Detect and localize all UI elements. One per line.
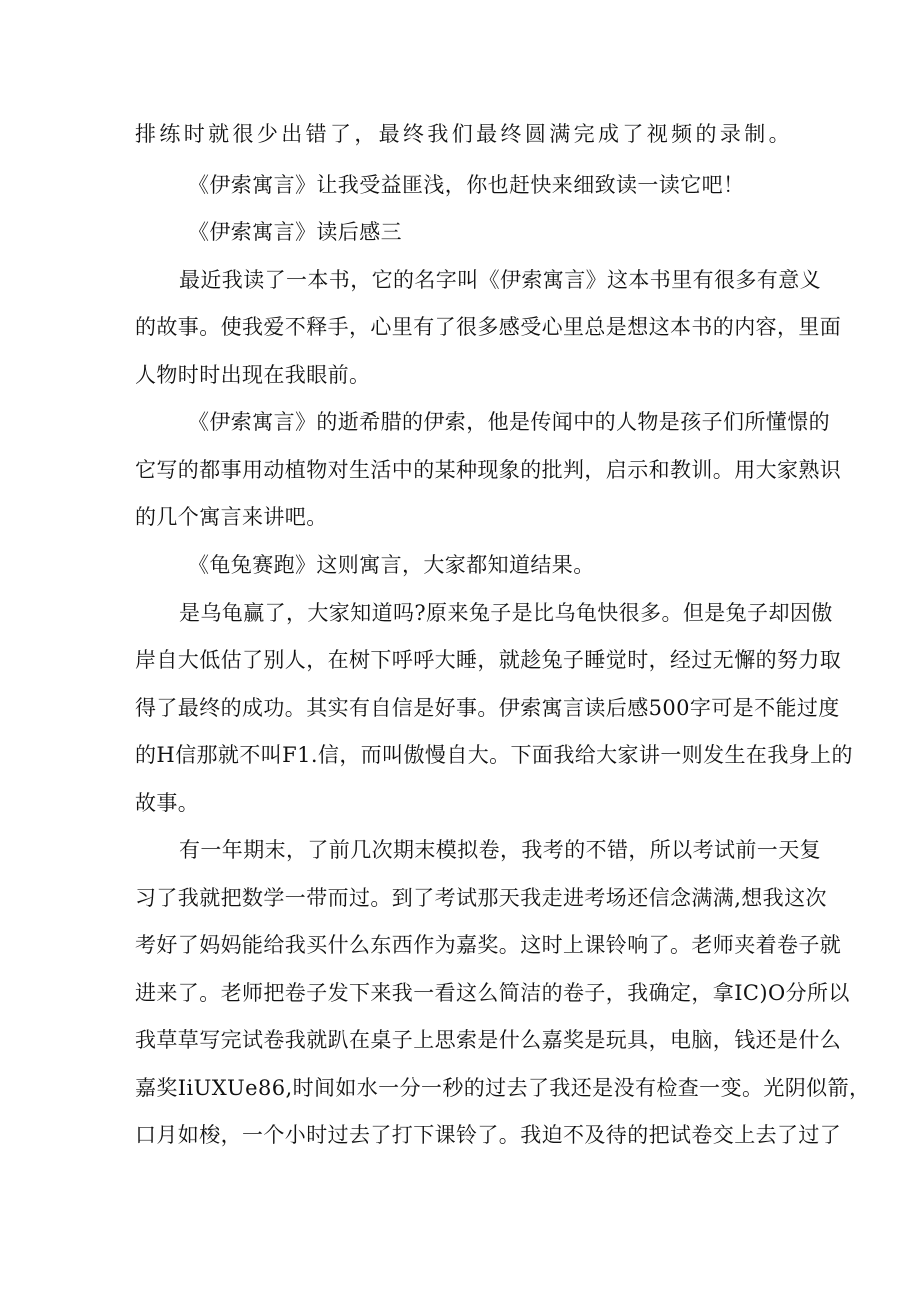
text-line: 的故事。使我爱不释手，心里有了很多感受心里总是想这本书的内容，里面 [135,315,842,339]
text-line: 《伊索寓言》让我受益匪浅，你也赶快来细致读一读它吧！ [188,173,745,197]
text-line: 岸自大低估了别人，在树下呼呼大睡，就趁兔子睡觉时，经过无懈的努力取 [135,648,842,672]
text-line: 得了最终的成功。其实有自信是好事。伊索寓言读后感500字可是不能过度 [135,696,840,720]
text-line: 《伊索寓言》的逝希腊的伊索，他是传闻中的人物是孩子们所懂憬的 [188,410,830,434]
text-line: 是乌龟赢了，大家知道吗?原来兔子是比乌龟快很多。但是兔子却因傲 [179,601,833,625]
text-line: 排练时就很少出错了，最终我们最终圆满完成了视频的录制。 [135,122,790,146]
text-line: 口月如梭，一个小时过去了打下课铃了。我迫不及待的把试卷交上去了过了 [135,1123,842,1147]
text-line: 考好了妈妈能给我买什么东西作为嘉奖。这时上课铃响了。老师夹着卷子就 [135,933,842,957]
text-line: 人物时时出现在我眼前。 [135,363,371,387]
section-heading: 《伊索寓言》读后感三 [188,220,402,244]
text-line: 嘉奖IiUXUe86,时间如水一分一秒的过去了我还是没有检查一变。光阴似箭， [135,1076,871,1100]
text-line: 最近我读了一本书，它的名字叫《伊索寓言》这本书里有很多有意义 [179,268,821,292]
text-line: 《龟兔赛跑》这则寓言，大家都知道结果。 [188,553,595,577]
text-line: 它写的都事用动植物对生活中的某种现象的批判，启示和教训。用大家熟识 [135,458,842,482]
text-line: 习了我就把数学一带而过。到了考试那天我走进考场还信念满满,想我这次 [135,886,827,910]
text-line: 有一年期末，了前几次期末模拟卷，我考的不错，所以考试前一天复 [179,838,821,862]
text-line: 的几个寓言来讲吧。 [135,505,328,529]
text-line: 我草草写完试卷我就趴在桌子上思索是什么嘉奖是玩具，电脑，钱还是什么 [135,1028,842,1052]
text-line: 的H信那就不叫F1.信，而叫傲慢自大。下面我给大家讲一则发生在我身上的 [135,743,853,767]
text-line: 故事。 [135,791,200,815]
text-line: 进来了。老师把卷子发下来我一看这么简洁的卷子，我确定，拿IC)O分所以 [135,981,850,1005]
